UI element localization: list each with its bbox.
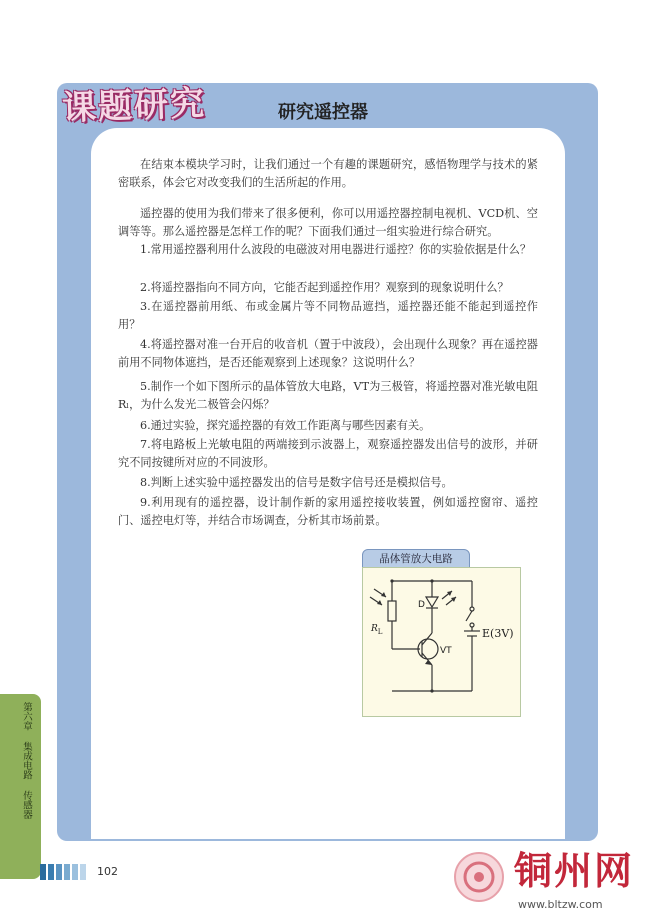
paragraph-intro: 在结束本模块学习时，让我们通过一个有趣的课题研究，感悟物理学与技术的紧密联系，体会它对改变我们的生活所起的作用。 [118,158,538,190]
page-title: 研究遥控器 [278,102,368,123]
circuit-diagram [362,567,519,715]
question-8: 8.判断上述实验中遥控器发出的信号是数字信号还是模拟信号。 [140,476,453,489]
label-rl-sub: L [377,627,383,636]
page-stripes [40,862,95,882]
label-rl [371,624,382,636]
question-4: 4.将遥控器对准一台开启的收音机（置于中波段），会出现什么现象？再在遥控器前用不同物体遮挡，是否还能观察到上述现象？这说明什么？ [118,338,538,370]
watermark-url: www.bltzw.com [518,898,603,911]
paragraph-intro-2: 遥控器的使用为我们带来了很多便利，你可以用遥控器控制电视机、VCD机、空调等等。那么遥控器是怎样工作的呢？下面我们通过一组实验进行综合研究。 [118,207,538,239]
question-7: 7.将电路板上光敏电阻的两端接到示波器上，观察遥控器发出信号的波形，并研究不同按键所对应的不同波形。 [118,438,538,470]
question-3: 3.在遥控器前用纸、布或金属片等不同物品遮挡，遥控器还能不能起到遥控作用？ [118,300,538,332]
circuit-caption: 晶体管放大电路 [362,549,470,569]
question-5: 5.制作一个如下图所示的晶体管放大电路，VT为三极管，将遥控器对准光敏电阻Rₗ，为什么发光二极管会闪烁？ [118,380,538,412]
question-6: 6.通过实验，探究遥控器的有效工作距离与哪些因素有关。 [140,419,431,432]
watermark-logo-icon [451,849,507,905]
label-rl-main: R [371,624,378,634]
question-1: 1.常用遥控器利用什么波段的电磁波对用电器进行遥控？你的实验依据是什么？ [140,243,532,256]
question-9: 9.利用现有的遥控器，设计制作新的家用遥控接收装置，例如遥控窗帘、遥控门、遥控电灯等，并结合市场调查，分析其市场前景。 [118,496,538,528]
page-number: 102 [97,865,118,878]
label-led: D [418,600,425,610]
chapter-tab-label: 第六章 集成电路 传感器 [21,702,32,819]
question-2: 2.将遥控器指向不同方向，它能否起到遥控作用？观察到的现象说明什么？ [140,281,509,294]
label-battery: E(3V) [482,627,514,640]
watermark-name: 铜州网 [514,848,635,893]
label-vt: VT [440,646,452,656]
section-badge: 课题研究 [61,83,207,129]
